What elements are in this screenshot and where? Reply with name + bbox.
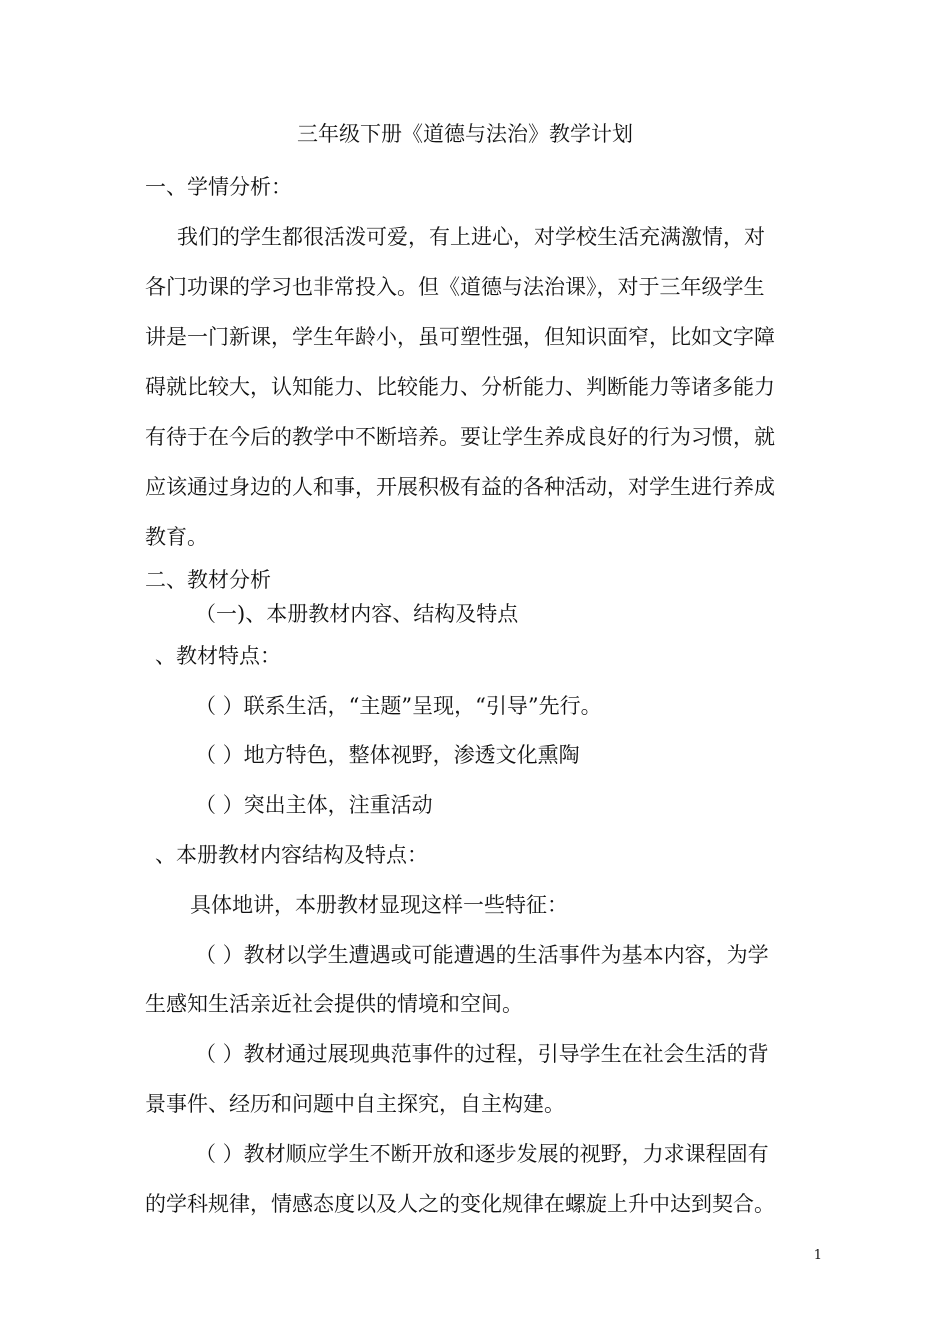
paragraph-line: 各门功课的学习也非常投入。但《道德与法治课》，对于三年级学生 [145,275,765,299]
structure-item-line: 生感知生活亲近社会提供的情境和空间。 [145,992,523,1016]
structure-item-line: （ ）教材通过展现典范事件的过程，引导学生在社会生活的背 [195,1042,769,1066]
paragraph-line: 讲是一门新课，学生年龄小，虽可塑性强，但知识面窄，比如文字障 [145,325,775,349]
structure-item-line: （ ）教材以学生遭遇或可能遭遇的生活事件为基本内容，为学 [195,943,769,967]
paragraph-line: 教育。 [145,525,208,549]
paragraph-line: 我们的学生都很活泼可爱，有上进心，对学校生活充满激情，对 [177,225,765,249]
structure-intro: 具体地讲，本册教材显现这样一些特征： [190,893,568,917]
subsection-heading: （一)、本册教材内容、结构及特点 [195,602,519,626]
paragraph-line: 应该通过身边的人和事，开展积极有益的各种活动，对学生进行养成 [145,475,775,499]
section-heading-textbook: 二、教材分析 [145,568,271,592]
structure-heading: 、本册教材内容结构及特点： [155,843,428,867]
paragraph-line: 有待于在今后的教学中不断培养。要让学生养成良好的行为习惯，就 [145,425,775,449]
paragraph-line: 碍就比较大，认知能力、比较能力、分析能力、判断能力等诸多能力 [145,375,775,399]
document-title: 三年级下册《道德与法治》教学计划 [297,122,633,146]
structure-item-line: 景事件、经历和问题中自主探究，自主构建。 [145,1092,565,1116]
feature-item: （ ）突出主体，注重活动 [195,793,433,817]
section-heading-situation: 一、学情分析： [145,175,292,199]
features-heading: 、教材特点： [155,644,281,668]
feature-item: （ ）联系生活，“主题”呈现，“引导”先行。 [195,694,602,718]
page-number: 1 [813,1248,822,1263]
structure-item-line: 的学科规律，情感态度以及人之的变化规律在螺旋上升中达到契合。 [145,1192,775,1216]
structure-item-line: （ ）教材顺应学生不断开放和逐步发展的视野，力求课程固有 [195,1142,769,1166]
feature-item: （ ）地方特色，整体视野，渗透文化熏陶 [195,743,580,767]
